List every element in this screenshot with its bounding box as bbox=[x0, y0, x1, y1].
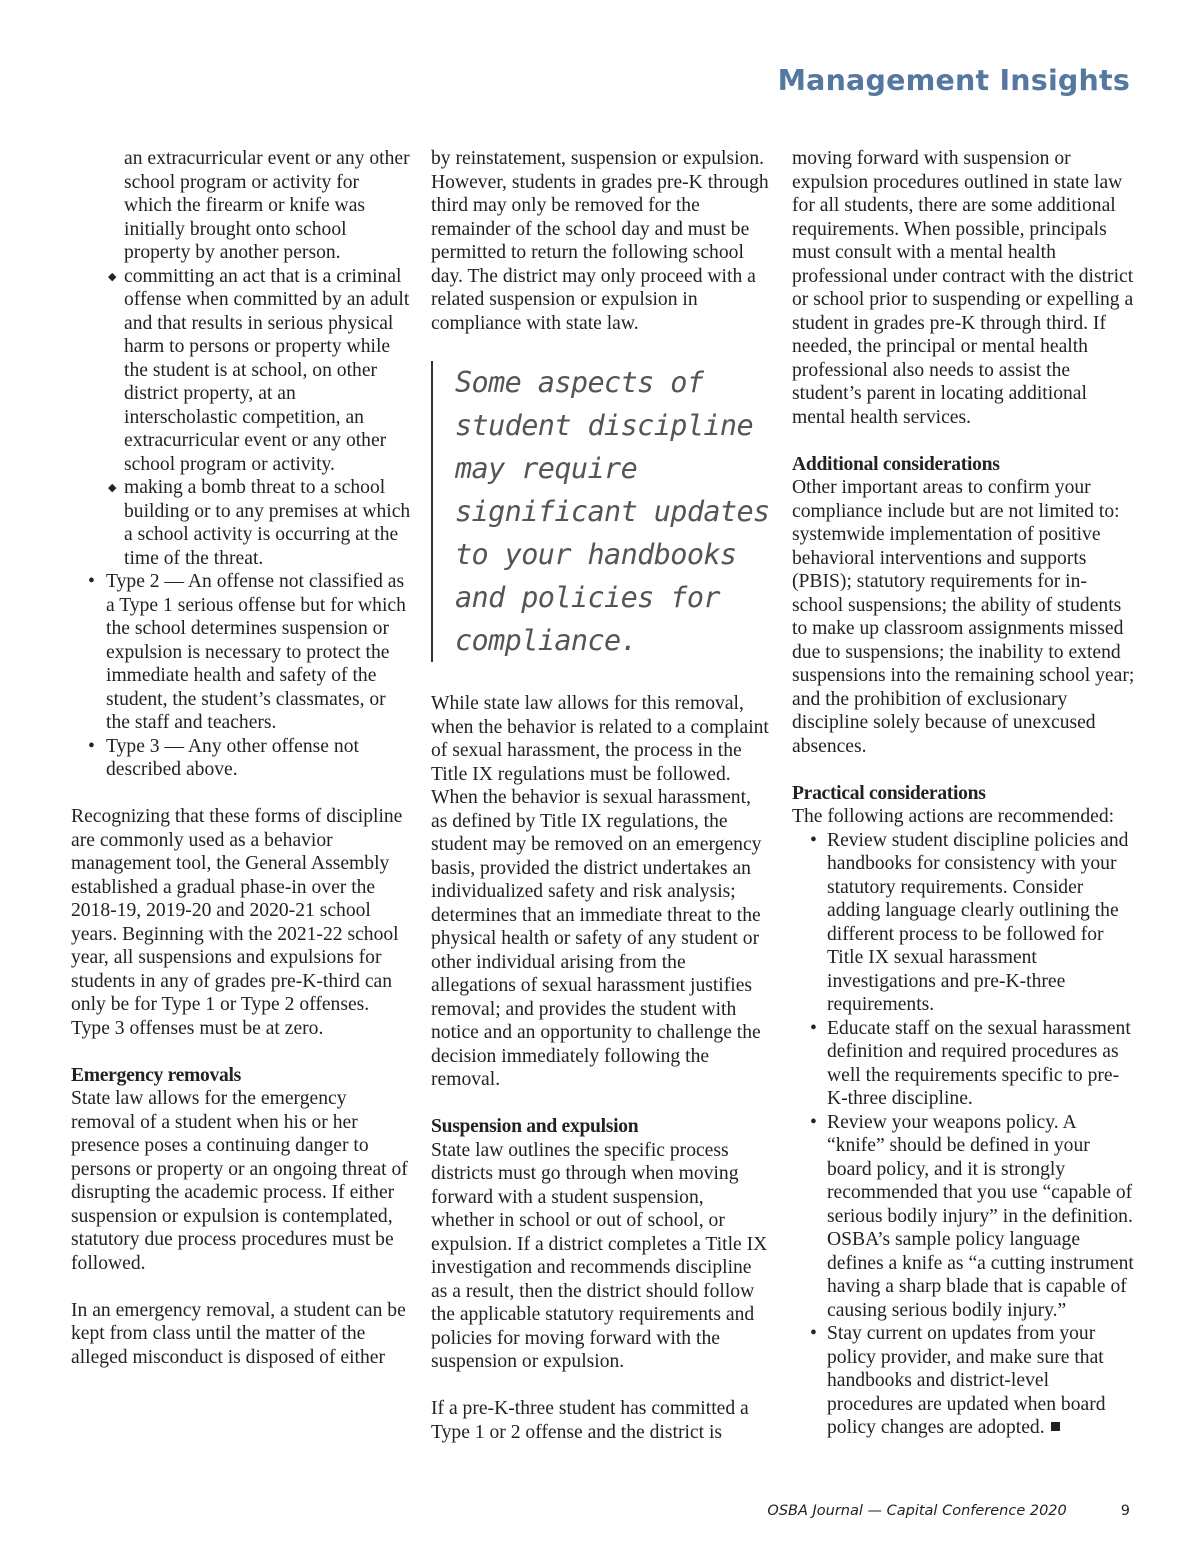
journal-title: OSBA Journal — Capital Conference 2020 bbox=[767, 1503, 1067, 1519]
heading-additional-considerations: Additional considerations bbox=[792, 453, 1000, 475]
paragraph: State law allows for the emergency removal of a student when his or her presence poses a continuing danger to persons or property or an ongoing threat of disrupting the academic process. If either suspension or expulsion is contemplated, statutory due process procedures must be followed. bbox=[71, 1088, 408, 1274]
list-item: • Review your weapons policy. A “knife” should be defined in your board policy, and it is strongly recommended that you use “capable of serious bodily injury” in the definition. OSBA’s sample policy language defines a knife as “a cutting instrument having a sharp blade that is capable of causing serious bodily injury.” bbox=[792, 1111, 1137, 1323]
column-2 bbox=[431, 147, 771, 1444]
heading-practical-considerations: Practical considerations bbox=[792, 782, 986, 804]
column-3 bbox=[792, 147, 1137, 1440]
paragraph: State law outlines the specific process districts must go through when moving forward with a student suspension, whether in school or out of school, or expulsion. If a district completes a Title IX investigation and recommends discipline as a result, then the district should follow the applicable statutory requirements and policies for moving forward with the suspension or expulsion. bbox=[431, 1139, 768, 1372]
section-title: Management Insights bbox=[777, 64, 1130, 97]
list-item bbox=[792, 1322, 1137, 1440]
list-item: ◆ making a bomb threat to a school building or to any premises at which a school activity is occurring at the time of the threat. bbox=[71, 476, 411, 570]
offense-type-list bbox=[71, 570, 411, 782]
list-item: • Type 2 — An offense not classified as a Type 1 serious offense but for which the school determines suspension or expulsion is necessary to protect the immediate health and safety of the student, the student’s classmates, or the staff and teachers. bbox=[71, 570, 411, 735]
paragraph: If a pre-K-three student has committed a Type 1 or 2 offense and the district is bbox=[431, 1398, 749, 1443]
paragraph: moving forward with suspension or expulsion procedures outlined in state law for all students, there are some additional requirements. When possible, principals must consult with a mental health professional under contract with the district or school prior to suspending or expelling a student in grades pre-K through third. If needed, the principal or mental health professional also needs to assist the student’s parent in locating additional mental health services. bbox=[792, 148, 1134, 428]
heading-emergency-removals: Emergency removals bbox=[71, 1064, 241, 1086]
offense-sublist bbox=[71, 265, 411, 571]
continued-list-text: an extracurricular event or any other school program or activity for which the firearm or knife was initially brought onto school property by another person. bbox=[124, 148, 410, 263]
paragraph: Other important areas to confirm your compliance include but are not limited to: systemwide implementation of positive behavioral interventions and supports (PBIS); statutory requirements for in-school suspensions; the ability of students to make up classroom assignments missed due to suspensions; the inability to extend suspensions into the remaining school year; and the prohibition of exclusionary discipline solely because of unexcused absences. bbox=[792, 477, 1135, 757]
recommended-actions-list bbox=[792, 829, 1137, 1440]
paragraph: Recognizing that these forms of discipline are commonly used as a behavior management tool, the General Assembly established a gradual phase-in over the 2018-19, 2019-20 and 2020-21 school years. Beginning with the 2021-22 school year, all suspensions and expulsions for students in any of grades pre-K-third can only be for Type 1 or Type 2 offenses. Type 3 offenses must be at zero. bbox=[71, 806, 403, 1039]
list-item: ◆ committing an act that is a criminal offense when committed by an adult and that results in serious physical harm to persons or property while the student is at school, on other district property, at an interscholastic competition, an extracurricular event or any other school program or activity. bbox=[71, 265, 411, 477]
paragraph: The following actions are recommended: bbox=[792, 806, 1115, 827]
list-item-text: Stay current on updates from your policy provider, and make sure that handbooks and district-level procedures are updated when board policy changes are adopted. bbox=[827, 1323, 1106, 1438]
list-item: • Educate staff on the sexual harassment definition and required procedures as well the requirements specific to pre-K-three discipline. bbox=[792, 1017, 1137, 1111]
paragraph: In an emergency removal, a student can be kept from class until the matter of the alleged misconduct is disposed of either bbox=[71, 1299, 406, 1368]
list-item: • Type 3 — Any other offense not described above. bbox=[71, 735, 411, 782]
heading-suspension-expulsion: Suspension and expulsion bbox=[431, 1116, 639, 1137]
column-1 bbox=[71, 147, 411, 1369]
page-number: 9 bbox=[1120, 1503, 1130, 1519]
list-item: • Review student discipline policies and handbooks for consistency with your statutory requirements. Consider adding language clearly outlining the different process to be followed for Title IX sexual harassment investigations and pre-K-three requirements. bbox=[792, 829, 1137, 1017]
end-mark-icon bbox=[1051, 1422, 1060, 1431]
paragraph: by reinstatement, suspension or expulsion. However, students in grades pre-K through third may only be removed for the remainder of the school day and must be permitted to return the following school day. The district may only proceed with a related suspension or expulsion in compliance with state law. bbox=[431, 148, 769, 334]
paragraph: While state law allows for this removal, when the behavior is related to a complaint of sexual harassment, the process in the Title IX regulations must be followed. When the behavior is sexual harassment, as defined by Title IX regulations, the student may be removed on an emergency basis, provided the district undertakes an individualized safety and risk analysis; determines that an immediate threat to the physical health or safety of any student or other individual arising from the allegations of sexual harassment justifies removal; and provides the student with notice and an opportunity to challenge the decision immediately following the removal. bbox=[431, 693, 769, 1090]
page-footer bbox=[767, 1503, 1130, 1519]
pull-quote: Some aspects of student discipline may require significant updates to your handbooks and policies for compliance. bbox=[431, 361, 776, 662]
